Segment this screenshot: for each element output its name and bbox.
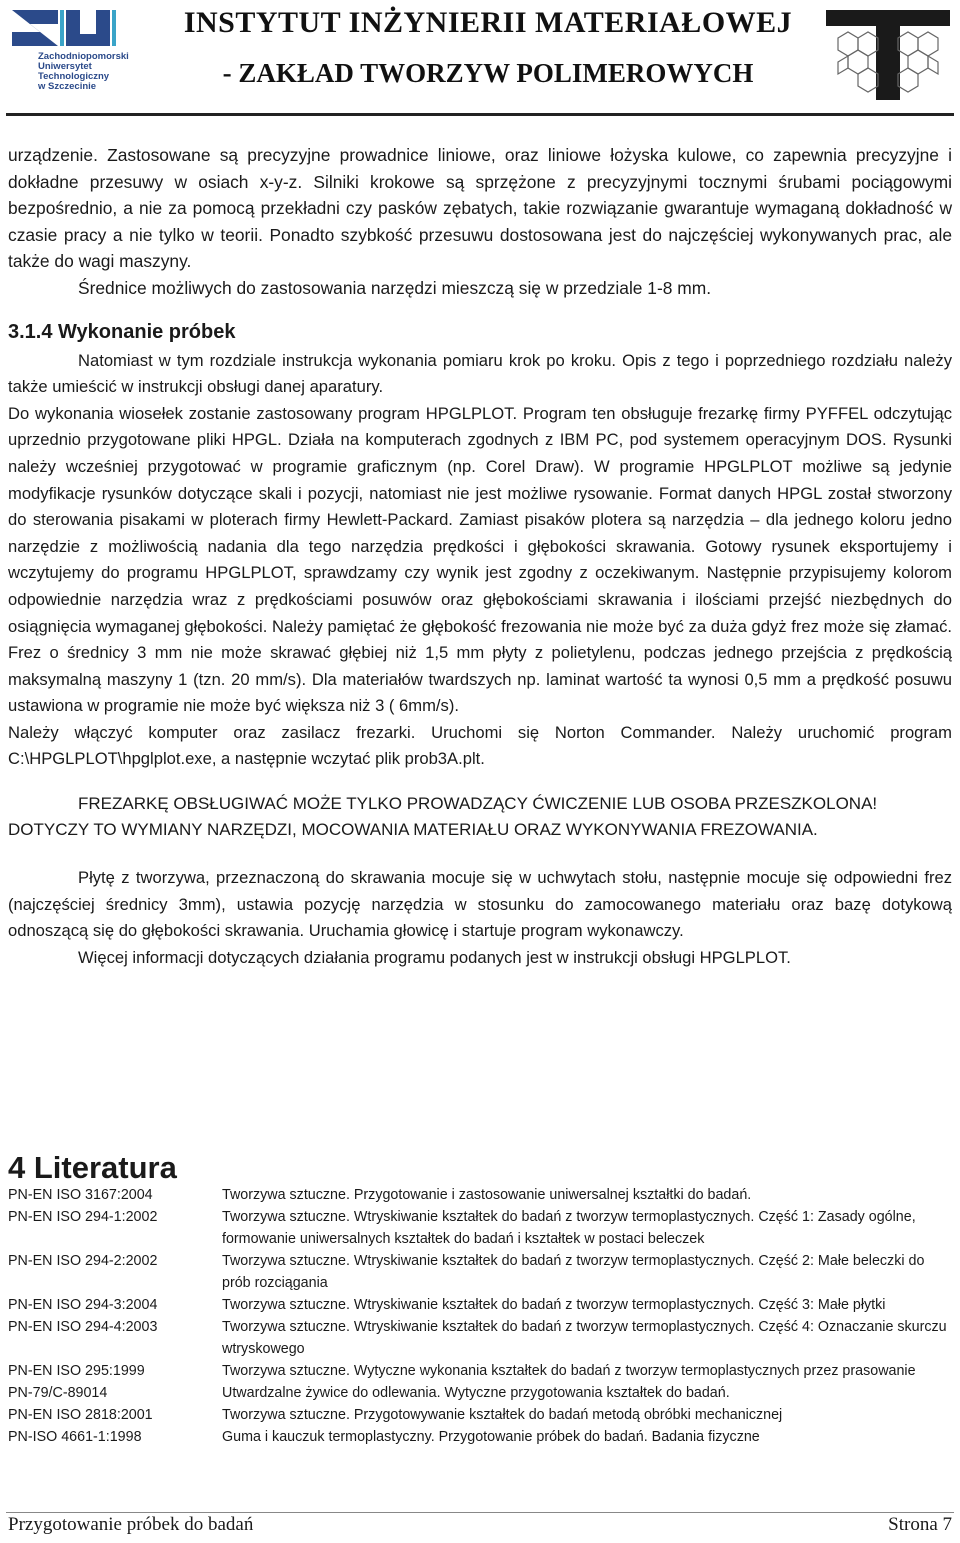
footer-title: Przygotowanie próbek do badań [8,1514,254,1535]
standard-title: Tworzywa sztuczne. Wtryskiwanie kształtek do badań z tworzyw termoplastycznych. Część 2: Małe beleczki do prób rozciągania [222,1253,925,1291]
standard-title: Tworzywa sztuczne. Wtryskiwanie kształtek do badań z tworzyw termoplastycznych. Część 1: Zasady ogólne, formowanie uniwersalnych kształtek do badań i kształtek w postaci beleczek [222,1209,916,1247]
list-item [8,1316,952,1360]
footer-divider [6,1512,954,1513]
paragraph: urządzenie. Zastosowane są precyzyjne prowadnice liniowe, oraz liniowe łożyska kulowe, co zapewnia precyzyjne i dokładne przesuwy w osiach x-y-z. Silniki krokowe są sprzężone z precyzyjnymi tocznymi śrubami pociągowymi bezpośrednio, a nie za pomocą przekładni czy pasków zębatych, takie rozwiązanie gwarantuje wymaganą dokładność w czasie pracy a nie tylko w teorii. Ponadto szybkość przesuwu dostosowana jest do najczęściej wykonywanych prac, ale także do wagi maszyny. [8,145,952,272]
literature-heading: 4 Literatura [8,1150,177,1185]
standard-title: Guma i kauczuk termoplastyczny. Przygotowanie próbek do badań. Badania fizyczne [222,1429,760,1445]
standard-code: PN-79/C-89014 [8,1385,108,1401]
standard-code: PN-ISO 4661-1:1998 [8,1429,142,1445]
list-item [8,1184,952,1206]
department-title: - ZAKŁAD TWORZYW POLIMEROWYCH [222,58,754,88]
list-item [8,1360,952,1382]
safety-warning [8,791,952,843]
standard-code: PN-EN ISO 294-4:2003 [8,1319,158,1335]
standard-code: PN-EN ISO 295:1999 [8,1363,145,1379]
university-name: Zachodniopomorski Uniwersytet Technologiczny w Szczecinie [38,51,129,92]
standard-title: Tworzywa sztuczne. Wytyczne wykonania kształtek do badań z tworzyw termoplastycznych przez prasowanie [222,1363,916,1379]
page-header [0,0,960,112]
standard-title: Tworzywa sztuczne. Przygotowywanie kształtek do badań metodą obróbki mechanicznej [222,1407,783,1423]
department-logo-icon [818,4,958,104]
standard-code: PN-EN ISO 294-1:2002 [8,1209,158,1225]
paragraph: Płytę z tworzywa, przeznaczoną do skrawania mocuje się w uchwytach stołu, następnie mocuje się odpowiedni frez (najczęściej średnicy 3mm), ustawia pozycję narzędzia w stosunku do zamocowanego materiału oraz bazę dotykową odnoszącą się do głębokości skrawania. Uruchamia głowicę i startuje program wykonawczy. [8,868,952,941]
institute-title: INSTYTUT INŻYNIERII MATERIAŁOWEJ [183,6,793,39]
list-item [8,1426,952,1448]
list-item [8,1382,952,1404]
list-item [8,1404,952,1426]
list-item [8,1294,952,1316]
standard-code: PN-EN ISO 3167:2004 [8,1187,153,1203]
header-divider [6,113,954,116]
standard-code: PN-EN ISO 294-2:2002 [8,1253,158,1269]
standard-code: PN-EN ISO 294-3:2004 [8,1297,158,1313]
page-number: Strona 7 [888,1514,952,1535]
page-content [8,142,952,971]
warning-line: FREZARKĘ OBSŁUGIWAĆ MOŻE TYLKO PROWADZĄCY ĆWICZENIE LUB OSOBA PRZESZKOLONA! [78,794,878,814]
standard-code: PN-EN ISO 2818:2001 [8,1407,153,1423]
warning-line: DOTYCZY TO WYMIANY NARZĘDZI, MOCOWANIA MATERIAŁU ORAZ WYKONYWANIA FREZOWANIA. [8,820,818,840]
paragraph: Więcej informacji dotyczących działania programu podanych jest w instrukcji obsługi HPGLPLOT. [78,947,791,967]
section-heading: 3.1.4 Wykonanie próbek [8,320,236,343]
standard-title: Tworzywa sztuczne. Przygotowanie i zastosowanie uniwersalnej kształtki do badań. [222,1187,752,1203]
paragraph: Do wykonania wiosełek zostanie zastosowany program HPGLPLOT. Program ten obsługuje frezarkę firmy PYFFEL odczytując uprzednio przygotowane pliki HPGL. Działa na komputerach zgodnych z IBM PC, pod systemem operacyjnym DOS. Rysunki należy wcześniej przygotować w programie graficznym (np. Corel Draw). W programie HPGLPLOT możliwe są jedynie modyfikacje rysunków dotyczące skali i pozycji, natomiast nie jest możliwe rysowanie. Format danych HPGL został stworzony do sterowania pisakami w ploterach firmy Hewlett-Packard. Zamiast pisaków plotera są narzędzia – dla jednego koloru jedno narzędzie z możliwością nadania dla tego narzędzia prędkości i głębokości skrawania. Gotowy rysunek eksportujemy i wczytujemy do programu HPGLPLOT, sprawdzamy czy wynik jest zgodny z oczekiwanym. Następnie przypisujemy kolorom odpowiednie narzędzia wraz z prędkościami posuwów oraz głębokościami skrawania i ilościami przejść niezbędnych do osiągnięcia wymaganej głębokości. Należy pamiętać że głębokość frezowania nie może być za duża gdyż frez może się złamać. Frez o średnicy 3 mm nie może skrawać głębiej niż 1,5 mm płyty z polietylenu, podczas jednego przejścia z prędkością maksymalną maszyny 1 (tzn. 20 mm/s). Dla materiałów twardszych np. laminat wartość ta wynosi 0,5 mm a prędkość posuwu ustawiona w programie nie może być większa niż 3 ( 6mm/s). [8,403,952,716]
standard-title: Tworzywa sztuczne. Wtryskiwanie kształtek do badań z tworzyw termoplastycznych. Część 3: Małe płytki [222,1297,886,1313]
list-item [8,1250,952,1294]
list-item [8,1206,952,1250]
paragraph: Należy włączyć komputer oraz zasilacz frezarki. Uruchomi się Norton Commander. Należy uruchomić program C:\HPGLPLOT\hpglplot.exe, a następnie wczytać plik prob3A.plt. [8,722,952,769]
literature-list [8,1184,952,1448]
paragraph: Natomiast w tym rozdziale instrukcja wykonania pomiaru krok po kroku. Opis z tego i poprzedniego rozdziału należy także umieścić w instrukcji obsługi danej aparatury. [8,350,952,397]
standard-title: Utwardzalne żywice do odlewania. Wytyczne przygotowania kształtek do badań. [222,1385,730,1401]
standard-title: Tworzywa sztuczne. Wtryskiwanie kształtek do badań z tworzyw termoplastycznych. Część 4: Oznaczanie skurczu wtryskowego [222,1319,947,1357]
page-footer [8,1514,952,1538]
paragraph: Średnice możliwych do zastosowania narzędzi mieszczą się w przedziale 1-8 mm. [78,277,712,298]
